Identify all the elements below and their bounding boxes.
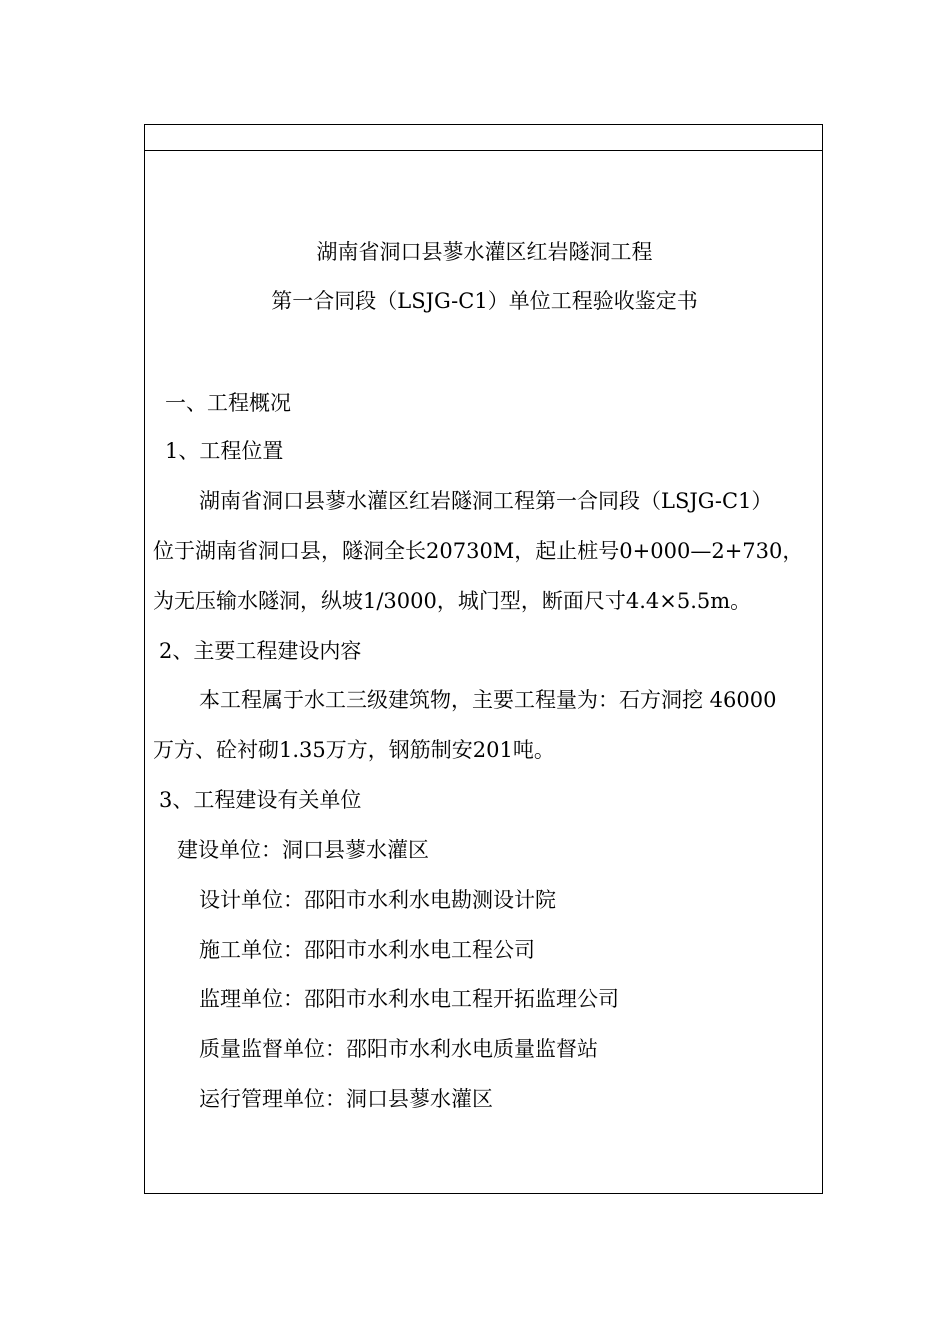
document-title-line-2: 第一合同段（LSJG-C1）单位工程验收鉴定书 <box>271 289 698 313</box>
unit-quality-supervision: 质量监督单位：邵阳市水利水电质量监督站 <box>199 1037 598 1061</box>
section-heading-overview: 一、工程概况 <box>165 391 291 415</box>
subheading-related-units: 3、工程建设有关单位 <box>159 788 362 812</box>
unit-supervision: 监理单位：邵阳市水利水电工程开拓监理公司 <box>199 987 619 1011</box>
unit-contractor: 施工单位：邵阳市水利水电工程公司 <box>199 938 535 962</box>
unit-operation-management: 运行管理单位：洞口县蓼水灌区 <box>199 1087 493 1111</box>
document-title-line-1: 湖南省洞口县蓼水灌区红岩隧洞工程 <box>316 240 653 264</box>
document-frame <box>144 124 823 1194</box>
unit-construction: 建设单位：洞口县蓼水灌区 <box>177 838 429 862</box>
location-paragraph-line-1: 湖南省洞口县蓼水灌区红岩隧洞工程第一合同段（LSJG-C1） <box>199 489 773 513</box>
location-paragraph-line-2: 位于湖南省洞口县，隧洞全长20730M，起止桩号0+000—2+730， <box>153 539 804 563</box>
construction-paragraph-line-2: 万方、砼衬砌1.35万方，钢筋制安201吨。 <box>153 738 555 762</box>
table-header-row <box>145 125 822 151</box>
construction-paragraph-line-1: 本工程属于水工三级建筑物，主要工程量为：石方洞挖 46000 <box>199 688 777 712</box>
subheading-location: 1、工程位置 <box>165 439 284 463</box>
location-paragraph-line-3: 为无压输水隧洞，纵坡1/3000，城门型，断面尺寸4.4×5.5m。 <box>153 589 752 613</box>
subheading-construction-content: 2、主要工程建设内容 <box>159 639 362 663</box>
unit-design: 设计单位：邵阳市水利水电勘测设计院 <box>199 888 556 912</box>
